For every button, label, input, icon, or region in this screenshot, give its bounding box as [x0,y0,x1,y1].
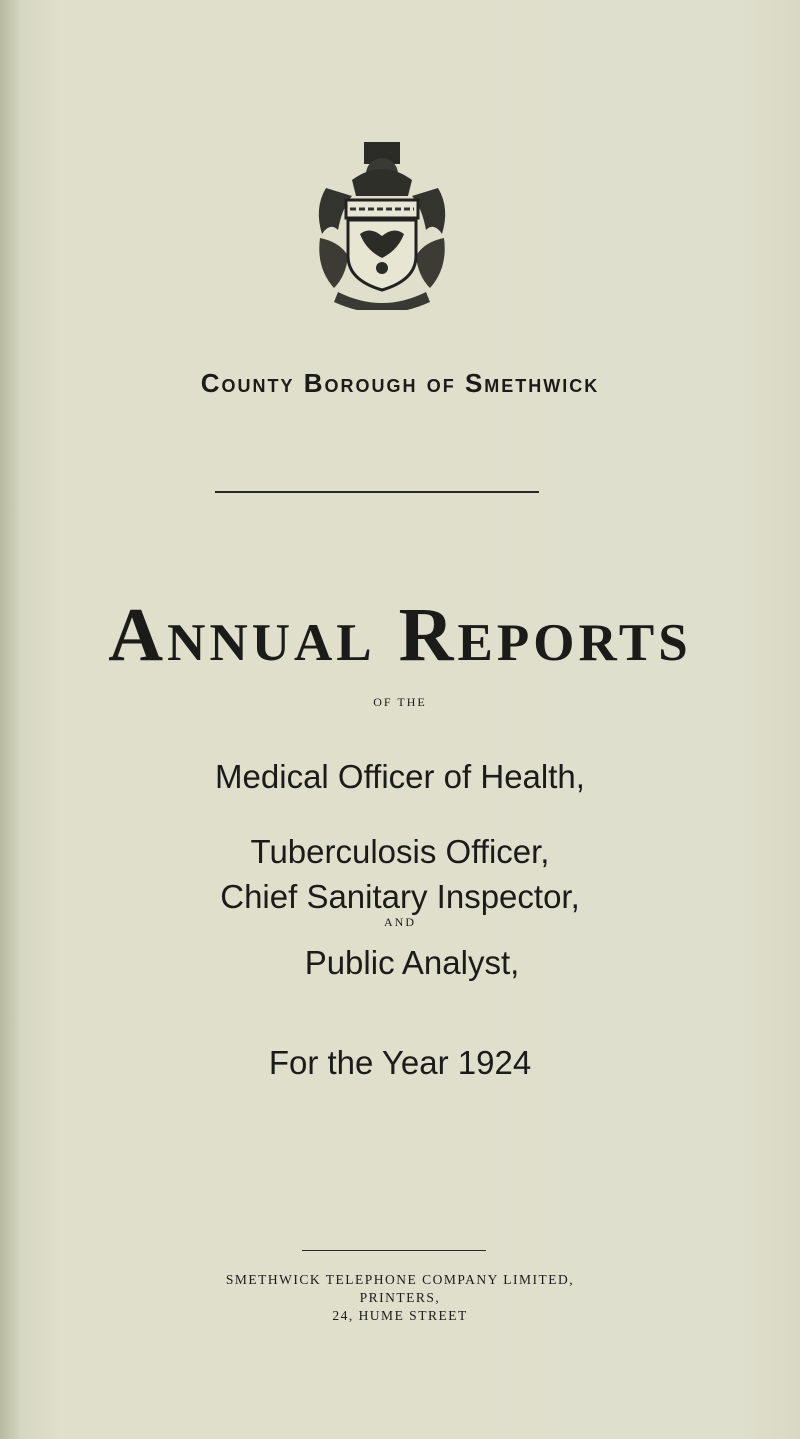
borough-coat-of-arms-icon [312,138,452,310]
and-label: AND [384,915,416,929]
tuberculosis-officer-line: Tuberculosis Officer, [250,833,550,870]
top-divider [215,491,539,493]
annual-reports-title: Annual Reports [108,593,692,677]
year-line: For the Year 1924 [268,1044,532,1081]
printer-name: SMETHWICK TELEPHONE COMPANY LIMITED, [225,1272,575,1287]
chief-sanitary-inspector-line: Chief Sanitary Inspector, [220,878,580,915]
page-edge-shadow [0,0,22,1439]
bottom-divider [302,1250,486,1251]
of-the-label: OF THE [373,695,427,709]
public-analyst-line: Public Analyst, [304,944,520,981]
county-borough-heading: County Borough of Smethwick [200,368,600,398]
printer-role: PRINTERS, [359,1290,441,1305]
printer-address: 24, HUME STREET [332,1308,468,1323]
medical-officer-line: Medical Officer of Health, [215,758,585,795]
